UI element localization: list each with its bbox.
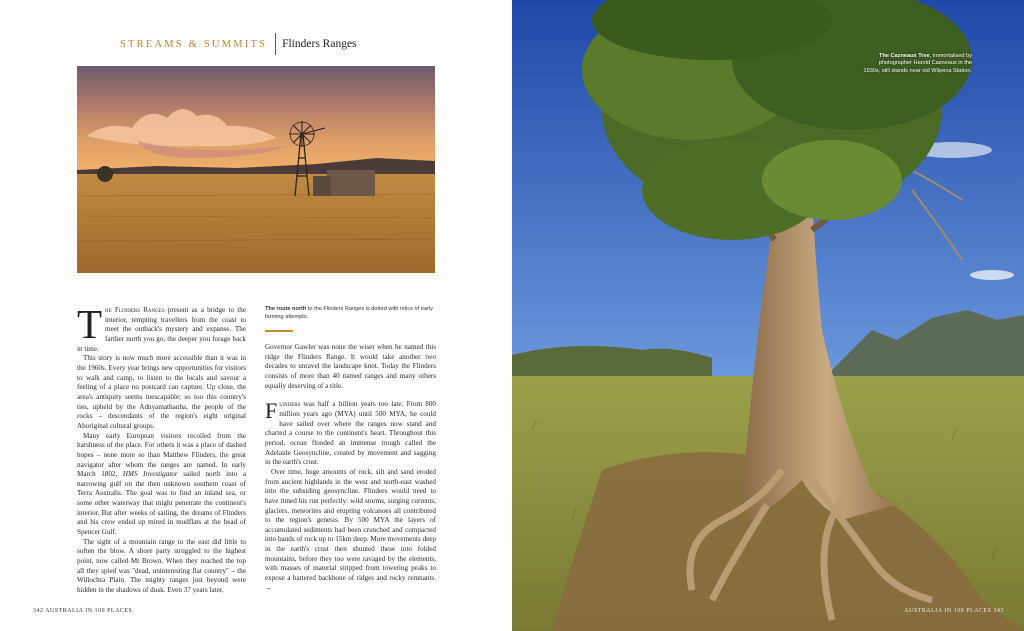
paragraph-2: This story is now much more accessible than it was in the 1960s. Every year brings new opportunities for visitors to walk and camp, to listen to the locals and savour a feeling of a place no postcard can capture. Up close, the area's antiquity seems inescapable; so too this country's ties, upheld by the Adnyamathanha, the people of the rocks – descendants of the region's eight original Aboriginal cultural groups.	[77, 354, 246, 430]
folio-left: 342 AUSTRALIA IN 100 PLACES	[33, 608, 133, 614]
paragraph-text: Many early European visitors recoiled from the harshness of the place. For others it was a place of dashed hopes – none more so than Matthew Flinders, the great navigator after whom the ranges are named. In early March 1802,	[77, 431, 246, 479]
lead-in: he Flinders Ranges	[105, 306, 165, 314]
paragraph-4: The sight of a mountain range to the east did little to soften the blow. A shore party struggled to the highest point, now called Mt Brown. When they reached the top all they spied was "dead, uninteresting flat country" – the Willochra Plain. The mighty ranges just beyond were hidden in the shadows of dusk. Even 37 years later,	[77, 537, 246, 595]
text-column-1	[77, 301, 247, 596]
lead-in: linders	[279, 400, 301, 409]
paragraph-7: Over time, huge amounts of rock, silt and sand eroded from ancient highlands in the west and north-east washed into the subsiding geosyncline. Flinders would need to have timed his run perfectly: wild storms, surging currents, glaciers, meteorites and erupting volcanoes all contributed to the region's genesis. By 500 MYA the layers of accumulated sediments had been crunched and compacted into bands of rock up to 15km deep. More movements deep in the earth's crust then shunted these into folded mountains, before they too were ravaged by the elements, with masses of material stripped from towering peaks to expose a battered backbone of ridges and rocky remnants. →	[265, 467, 436, 592]
drop-cap: T	[77, 301, 103, 347]
windmill-photo	[77, 66, 435, 273]
running-head	[120, 34, 357, 54]
caption-lead: The route north	[265, 306, 307, 312]
paragraph-1	[77, 301, 247, 354]
cazneaux-tree-photo	[512, 0, 1024, 631]
caption-lead: The Cazneaux Tree	[879, 53, 930, 59]
caption-rule	[265, 330, 293, 332]
photo-caption-right	[862, 53, 972, 75]
paragraph-5: Governor Gawler was none the wiser when he named this ridge the Flinders Range. It would take another two decades to unravel the landscape knot. Today the Flinders consists of more than 40 named ranges and many others equally deserving of a title.	[265, 343, 436, 390]
photo-caption-left	[265, 306, 435, 321]
paragraph-text: was half a billion years too late. From 800 million years ago (MYA) until 500 MYA, he could have sailed over where the ranges now stand and charted a course to the continent's heart. Throughout this period, ocean flooded an immense trough called the Adelaide Geosyncline, created by movement and sagging in the earth's crust.	[265, 400, 436, 467]
caption-text: , immortalised by photographer Harold Cazneaux in the 1930s, still stands near old Wilpena Station.	[863, 53, 972, 74]
right-page	[512, 0, 1024, 631]
text-column-2	[265, 343, 436, 593]
folio-right: AUSTRALIA IN 100 PLACES 343	[904, 608, 1004, 614]
drop-cap: F	[265, 398, 278, 424]
chapter-title: Flinders Ranges	[282, 38, 357, 50]
paragraph-6	[265, 400, 436, 468]
ship-name: HMS Investigator	[122, 470, 178, 479]
paragraph-text: sailed north into a narrowing gulf on the then unknown southern coast of Terra Australis. The goal was to find an inland sea, or some other waterway that might penetrate the continent's interior. But after weeks of sailing, the dreams of Flinders and his crew ended up mired in mudflats at the head of Spencer Gulf.	[77, 470, 246, 537]
section-title: STREAMS & SUMMITS	[120, 38, 268, 50]
header-divider	[275, 33, 276, 55]
paragraph-text: present as a bridge to the interior, tempting travellers from the coast to meet the outback's mystery and expanse. The farther north you go, the deeper you forage back in time.	[77, 306, 247, 353]
paragraph-3	[77, 432, 246, 538]
caption-text: to the Flinders Ranges is dotted with relics of early farming attempts.	[265, 306, 433, 320]
